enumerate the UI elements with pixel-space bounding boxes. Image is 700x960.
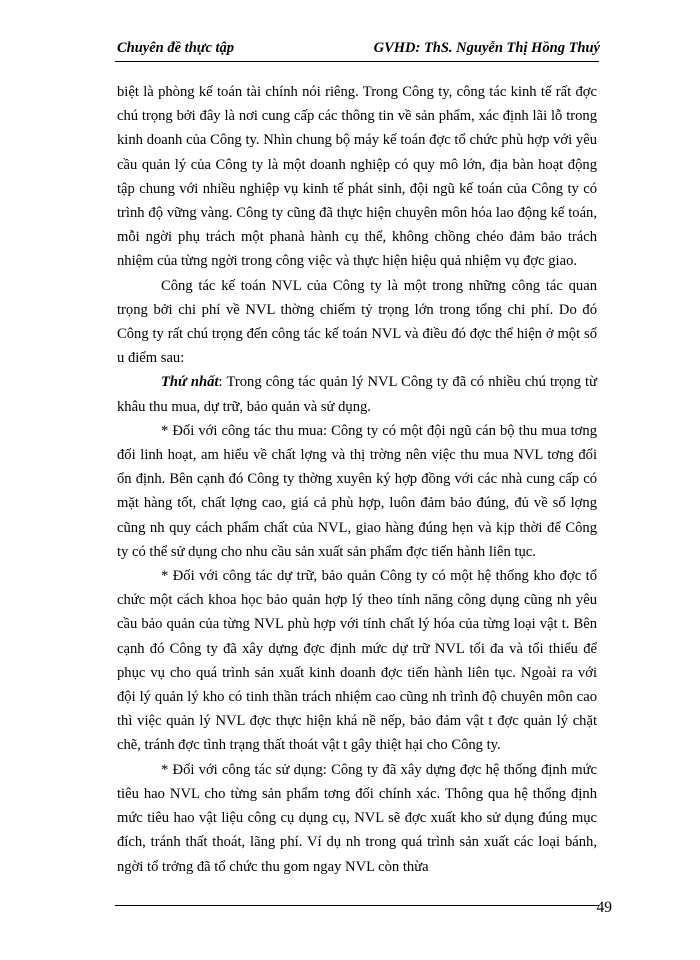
paragraph-thu-nhat xyxy=(117,370,597,418)
footer-divider xyxy=(115,905,599,906)
bullet-purchasing: * Đối với công tác thu mua: Công ty có một đội ngũ cán bộ thu mua tơng đối linh hoạt, am hiểu về chất lợng và thị trờng nên việc thu mua NVL tơng đối ổn định. Bên cạnh đó Công ty thờng xuyên ký hợp đồng với các nhà cung cấp có mặt hàng tốt, chất lợng cao, giá cả phù hợp, luôn đảm bảo đúng, đủ về số lợng cũng nh quy cách phẩm chất của NVL, giao hàng đúng hẹn và kịp thời để Công ty có thể sử dụng cho nhu cầu sản xuất sản phẩm đợc tiến hành liên tục. xyxy=(117,422,597,560)
bullet-storage: * Đối với công tác dự trữ, bảo quản Công ty có một hệ thống kho đợc tổ chức một cách khoa học bảo quản hợp lý theo tính năng công dụng cũng nh yêu cầu bảo quản của từng NVL phù hợp với tính chất lý hóa của từng loại vật t. Bên cạnh đó Công ty đã xây dựng đợc định mức dự trữ NVL tối đa và tối thiểu để phục vụ cho quá trình sản xuất kinh doanh đợc tiến hành liên tục. Ngoài ra với đội lý quản lý kho có tinh thần trách nhiệm cao cũng nh trình độ chuyên môn cao thì việc quản lý NVL đợc thực hiện khá nề nếp, bảo đảm vật t đợc quản lý chặt chẽ, tránh đợc tình trạng thất thoát vật t gây thiệt hại cho Công ty. xyxy=(117,568,597,754)
header-divider xyxy=(115,61,599,62)
header-advisor: GVHD: ThS. Nguyễn Thị Hồng Thuý xyxy=(373,40,600,56)
thu-nhat-label: Thứ nhất xyxy=(161,374,219,391)
paragraph-continuation: biệt là phòng kế toán tài chính nói riêng. Trong Công ty, công tác kinh tế rất đợc chú trọng bởi đây là nơi cung cấp các thông tin về sản phẩm, xác định lãi lỗ trong kinh doanh của Công ty. Nhìn chung bộ máy kế toán đợc tổ chức phù hợp với yêu cầu quản lý của Công ty là một doanh nghiệp có quy mô lớn, địa bàn hoạt động tập chung với nhiều nghiệp vụ kinh tế phát sinh, đội ngũ kế toán của Công ty có trình độ vững vàng. Công ty cũng đã thực hiện chuyên môn hóa lao động kế toán, mỗi ngời phụ trách một phanà hành cụ thể, không chồng chéo đảm bảo trách nhiệm của từng ngời trong công việc và thực hiện hiệu quả nhiệm vụ đợc giao. xyxy=(117,84,597,270)
paragraph-nvl-accounting: Công tác kế toán NVL của Công ty là một trong những công tác quan trọng bởi chi phí về NVL thờng chiếm tỷ trọng lớn trong tổng chi phí. Do đó Công ty rất chú trọng đến công tác kế toán NVL và điều đó đợc thể hiện ở một số u điểm sau: xyxy=(117,277,597,367)
document-body xyxy=(117,80,597,879)
page-header xyxy=(115,40,600,62)
bullet-usage: * Đối với công tác sử dụng: Công ty đã xây dựng đợc hệ thống định mức tiêu hao NVL cho từng sản phẩm tơng đối chính xác. Thông qua hệ thống định mức tiêu hao vật liệu công cụ dụng cụ, NVL sẽ đợc xuất kho sử dụng đúng mục đích, tránh thất thoát, lãng phí. Ví dụ nh trong quá trình sản xuất các loại bánh, ngời tổ trởng đã tổ chức thu gom ngay NVL còn thừa xyxy=(117,761,597,875)
thu-nhat-text: : Trong công tác quản lý NVL Công ty đã có nhiều chú trọng từ khâu thu mua, dự trữ, bảo quản và sử dụng. xyxy=(117,374,597,415)
header-title: Chuyên đề thực tập xyxy=(117,40,235,56)
page-number: 49 xyxy=(596,899,612,916)
